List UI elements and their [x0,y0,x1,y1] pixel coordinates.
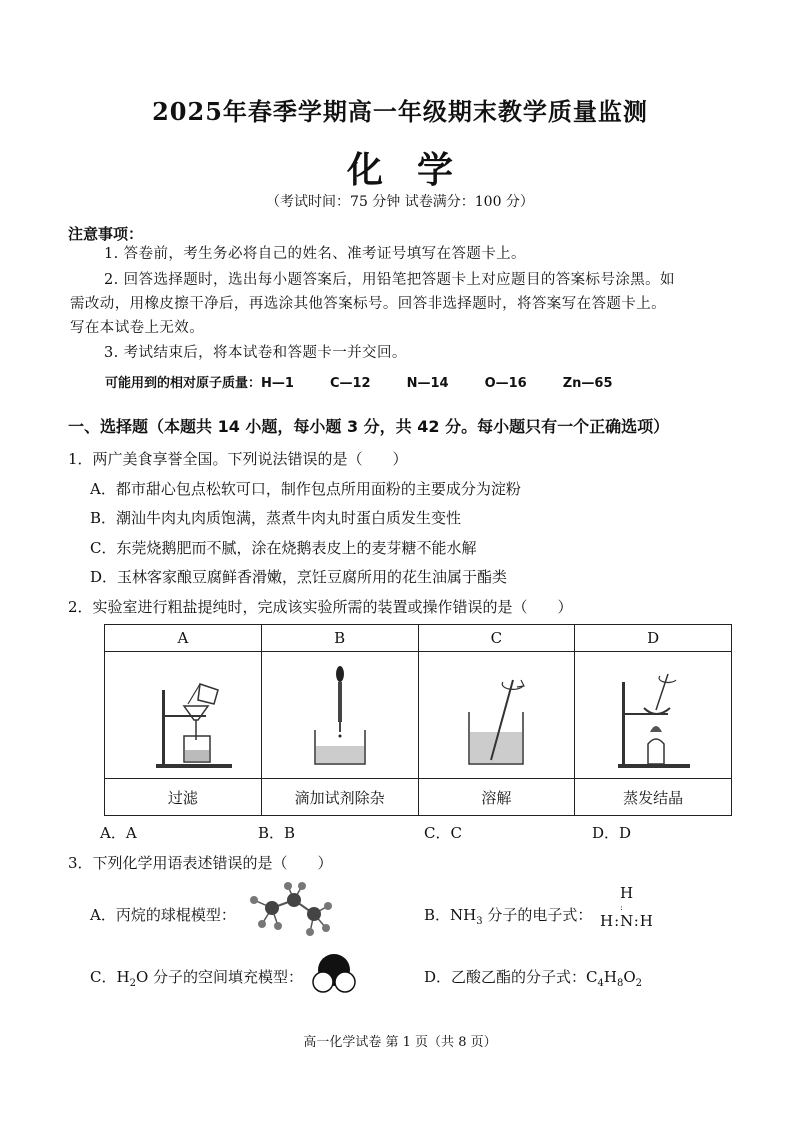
atomic-mass-c: C—12 [329,376,371,391]
exam-info: （考试时间：75 分钟 试卷满分：100 分） [266,194,534,210]
q2-option-a: A．A [100,824,137,842]
q3-d-h: H [603,968,617,986]
q3-c-suffix: O 分子的空间填充模型： [135,968,304,986]
water-space-filling-model [310,952,358,996]
q3-d-c: C [586,968,598,986]
page-footer: 高一化学试卷 第 1 页（共 8 页） [303,1035,497,1050]
q3-d-o: O [623,968,636,986]
q2-stem: 2．实验室进行粗盐提纯时，完成该实验所需的装置或操作错误的是（ ） [68,598,573,616]
apparatus-caption-d: 蒸发结晶 [575,779,732,816]
q3-option-b [424,904,592,927]
note-2-line-3: 写在本试卷上无效。 [70,320,205,336]
q3-d-c-sub: 4 [597,978,604,989]
q3-d-prefix: D．乙酸乙酯的分子式： [424,968,587,986]
q2-option-b: B．B [258,824,296,842]
apparatus-cell-d [575,652,732,779]
note-3: 3. 考试结束后，将本试卷和答题卡一并交回。 [104,345,407,361]
apparatus-cell-b [261,652,418,779]
apparatus-table [104,624,732,816]
apparatus-caption-a: 过滤 [105,779,262,816]
apparatus-cell-a [105,652,262,779]
apparatus-cell-c [418,652,575,779]
atomic-mass-o: O—16 [484,376,527,391]
atomic-mass-n: N—14 [406,376,449,391]
apparatus-header-d: D [575,625,732,652]
note-2-line-1: 2. 回答选择题时，选出每小题答案后，用铅笔把答题卡上对应题目的答案标号涂黑。如 [104,272,675,288]
exam-title: 2025年春季学期高一年级期末教学质量监测 [152,97,648,126]
q2-option-d: D．D [592,824,632,842]
note-2-line-2: 需改动，用橡皮擦干净后，再选涂其他答案标号。回答非选择题时，将答案写在答题卡上。 [70,296,666,312]
evaporation-apparatus-image [598,660,708,770]
q3-b-subscript: 3 [476,916,483,927]
q1-option-d: D．玉林客家酿豆腐鲜香滑嫩，烹饪豆腐所用的花生油属于酯类 [90,568,508,586]
q3-d-o-sub: 2 [635,978,643,989]
apparatus-caption-c: 溶解 [418,779,575,816]
q3-stem: 3．下列化学用语表述错误的是（ ） [68,854,333,872]
apparatus-header-a: A [105,625,262,652]
apparatus-header-c: C [418,625,575,652]
nh3-electron-row: H:N:H [600,912,654,930]
q3-d-h-sub: 8 [616,978,624,989]
q1-stem: 1．两广美食享誉全国。下列说法错误的是（ ） [68,450,408,468]
q3-option-d [424,966,642,989]
q3-option-a: A．丙烷的球棍模型： [90,906,236,924]
filtration-apparatus-image [128,660,238,770]
atomic-mass-zn: Zn—65 [562,376,613,391]
dropper-apparatus-image [285,660,395,770]
subject-title: 化学 [346,149,487,191]
nh3-electron-top-h: H [620,884,634,902]
nh3-lone-pair: : [620,903,623,912]
q3-c-subscript: 2 [129,978,136,989]
q3-option-c [90,966,303,989]
apparatus-header-b: B [261,625,418,652]
q3-b-prefix: B．NH [424,906,477,924]
apparatus-caption-b: 滴加试剂除杂 [261,779,418,816]
notes-title: 注意事项： [68,225,144,243]
propane-ball-stick-model [244,880,336,944]
atomic-masses [105,372,649,391]
q1-option-b: B．潮汕牛肉丸肉质饱满，蒸煮牛肉丸时蛋白质发生变性 [90,509,462,527]
q1-option-c: C．东莞烧鹅肥而不腻，涂在烧鹅表皮上的麦芽糖不能水解 [90,539,477,557]
q2-option-c: C．C [424,824,462,842]
atomic-mass-h: 可能用到的相对原子质量：H—1 [105,376,294,391]
q3-b-suffix: 分子的电子式： [482,906,593,924]
dissolving-apparatus-image [441,660,551,770]
note-1: 1. 答卷前，考生务必将自己的姓名、准考证号填写在答题卡上。 [104,246,526,262]
q3-c-prefix: C．H [90,968,130,986]
section-heading: 一、选择题（本题共 14 小题，每小题 3 分，共 42 分。每小题只有一个正确选项） [68,417,670,436]
q1-option-a: A．都市甜心包点松软可口，制作包点所用面粉的主要成分为淀粉 [90,480,521,498]
